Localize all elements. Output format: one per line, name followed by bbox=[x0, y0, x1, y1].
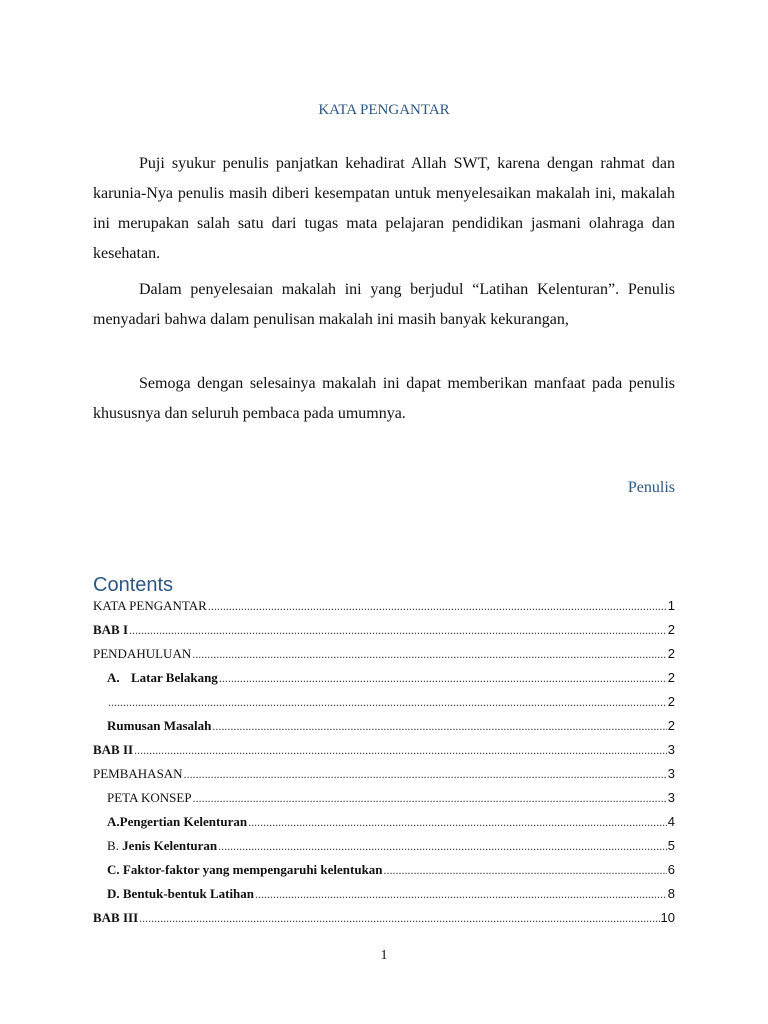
toc-entry-label: PENDAHULUAN bbox=[93, 646, 192, 661]
toc-entry-label: A.Pengertian Kelenturan bbox=[107, 814, 248, 829]
toc-entry-label: D. Bentuk-bentuk Latihan bbox=[107, 886, 255, 901]
toc-entry-bab-1[interactable] bbox=[93, 622, 675, 646]
paragraph-2-text: Dalam penyelesaian makalah ini yang berjudul “Latihan Kelenturan”. Penulis menyadari bahwa dalam penulisan makalah ini masih banyak kekurangan, bbox=[93, 281, 675, 328]
toc-entry-prefix: B. bbox=[107, 838, 119, 853]
toc-page-number: 3 bbox=[667, 742, 675, 757]
toc-entry-label: BAB II bbox=[93, 742, 134, 757]
paragraph-1 bbox=[93, 149, 675, 269]
toc-dot-leader bbox=[193, 791, 667, 806]
toc-entry-label: BAB III bbox=[93, 910, 139, 925]
toc-entry-prefix: A. bbox=[107, 670, 120, 685]
paragraph-3-text: Semoga dengan selesainya makalah ini dapat memberikan manfaat pada penulis khususnya dan seluruh pembaca pada umumnya. bbox=[93, 375, 675, 422]
toc-entry-label: PETA KONSEP bbox=[107, 790, 192, 805]
toc-entry-kata-pengantar[interactable] bbox=[93, 598, 675, 622]
toc-dot-leader bbox=[218, 839, 667, 854]
toc-entry-pembahasan[interactable] bbox=[93, 766, 675, 790]
toc-dot-leader bbox=[129, 623, 667, 638]
page-number: 1 bbox=[380, 948, 388, 963]
toc-page-number: 2 bbox=[667, 694, 675, 709]
toc-page-number: 1 bbox=[667, 598, 675, 613]
toc-entry-bab-2[interactable] bbox=[93, 742, 675, 766]
toc-entry-pendahuluan[interactable] bbox=[93, 646, 675, 670]
toc-dot-leader bbox=[248, 815, 667, 830]
toc-entry-label: KATA PENGANTAR bbox=[93, 598, 207, 613]
page-title: KATA PENGANTAR bbox=[318, 102, 450, 118]
toc-dot-leader bbox=[384, 863, 667, 878]
toc-page-number: 2 bbox=[667, 646, 675, 661]
toc-page-number: 3 bbox=[667, 766, 675, 781]
toc-entry-faktor-faktor[interactable] bbox=[93, 862, 675, 886]
toc-dot-leader bbox=[139, 911, 659, 926]
toc-entry-blank[interactable] bbox=[93, 694, 675, 718]
toc-entry-bentuk-latihan[interactable] bbox=[93, 886, 675, 910]
toc-entry-label: PEMBAHASAN bbox=[93, 766, 183, 781]
paragraph-1-text: Puji syukur penulis panjatkan kehadirat Allah SWT, karena dengan rahmat dan karunia-Nya penulis masih diberi kesempatan untuk menyelesaikan makalah ini, makalah ini merupakan salah satu dari tugas mata pelajaran pendidikan jasmani olahraga dan kesehatan. bbox=[93, 155, 675, 262]
toc-dot-leader bbox=[134, 743, 667, 758]
toc-page-number: 5 bbox=[667, 838, 675, 853]
toc-dot-leader bbox=[212, 719, 666, 734]
toc-page-number: 8 bbox=[667, 886, 675, 901]
toc-page-number: 4 bbox=[667, 814, 675, 829]
toc-dot-leader bbox=[219, 671, 667, 686]
toc-dot-leader bbox=[255, 887, 667, 902]
signature: Penulis bbox=[627, 479, 675, 496]
toc-entry-bab-3[interactable] bbox=[93, 910, 675, 934]
toc-page-number: 6 bbox=[667, 862, 675, 877]
toc-entry-pengertian-kelenturan[interactable] bbox=[93, 814, 675, 838]
toc-entry-label: C. Faktor-faktor yang mempengaruhi kelentukan bbox=[107, 862, 383, 877]
toc-entry-rumusan-masalah[interactable] bbox=[93, 718, 675, 742]
toc-entry-label bbox=[107, 670, 218, 686]
toc-entry-label: BAB I bbox=[93, 622, 129, 637]
toc-entry-text: Latar Belakang bbox=[131, 670, 218, 685]
paragraph-3 bbox=[93, 369, 675, 429]
toc-page-number: 10 bbox=[660, 910, 675, 925]
toc-entry-latar-belakang[interactable] bbox=[93, 670, 675, 694]
toc-entry-text: Jenis Kelenturan bbox=[122, 838, 218, 853]
toc-entry-label: Rumusan Masalah bbox=[107, 718, 212, 733]
toc-page-number: 2 bbox=[667, 718, 675, 733]
toc-dot-leader bbox=[192, 647, 667, 662]
toc-dot-leader bbox=[184, 767, 667, 782]
toc-dot-leader bbox=[108, 695, 667, 710]
toc-dot-leader bbox=[208, 599, 667, 614]
toc-page-number: 3 bbox=[667, 790, 675, 805]
toc-page-number: 2 bbox=[667, 670, 675, 685]
paragraph-2 bbox=[93, 275, 675, 335]
toc-heading: Contents bbox=[93, 574, 174, 596]
toc-entry-label bbox=[107, 838, 217, 854]
toc-entry-peta-konsep[interactable] bbox=[93, 790, 675, 814]
table-of-contents bbox=[93, 598, 675, 934]
toc-page-number: 2 bbox=[667, 622, 675, 637]
toc-entry-jenis-kelenturan[interactable] bbox=[93, 838, 675, 862]
